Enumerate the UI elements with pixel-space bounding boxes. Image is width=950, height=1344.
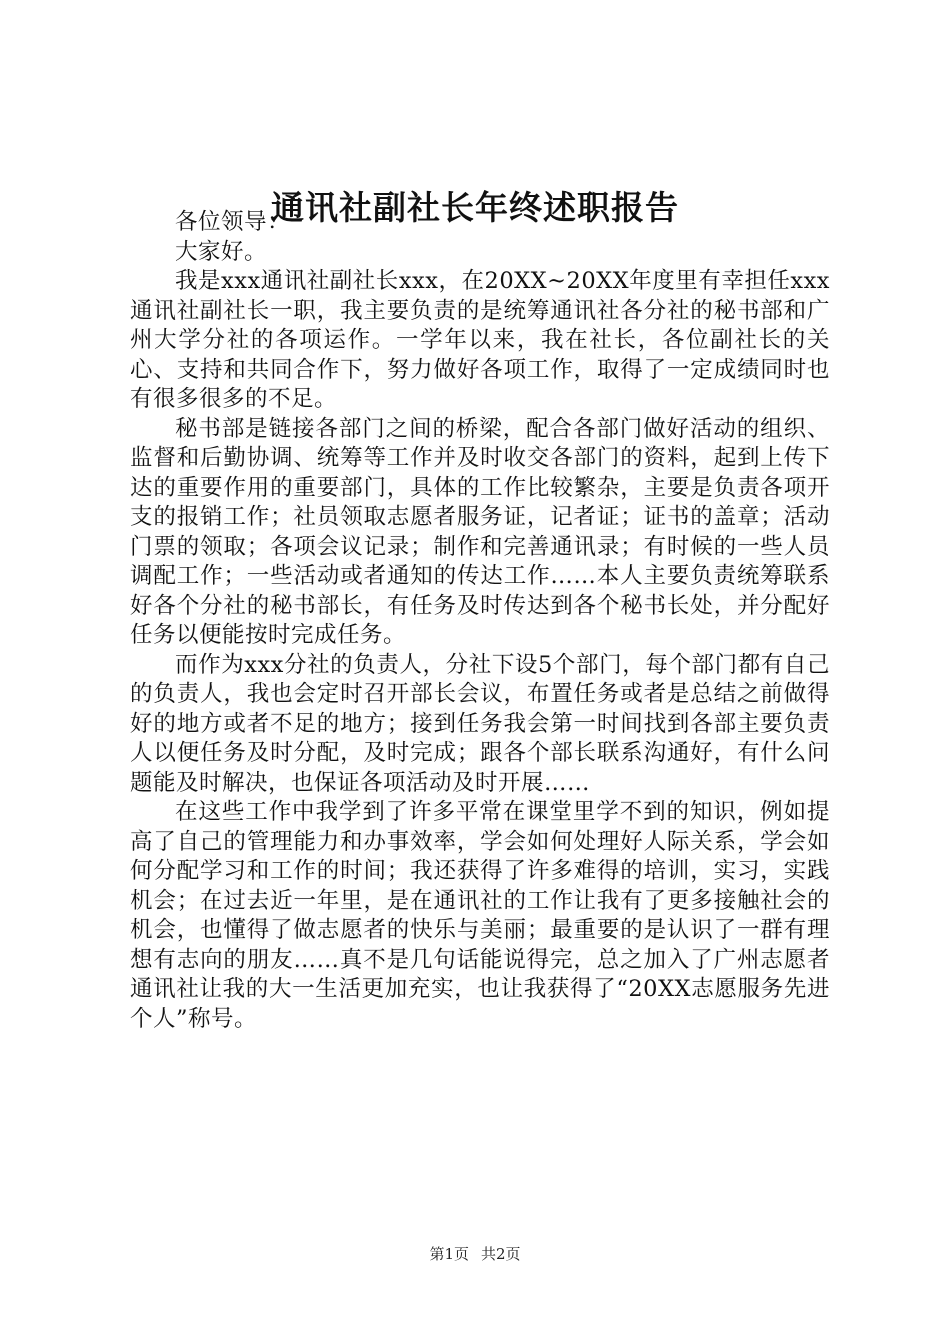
salutation: 各位领导： [175, 209, 291, 235]
paragraph-summary: 在这些工作中我学到了许多平常在课堂里学不到的知识，例如提高了自己的管理能力和办事效率，学会如何处理好人际关系，学会如何分配学习和工作的时间；我还获得了许多难得的培训，实习，实践机会；在过去近一年里，是在通讯社的工作让我有了更多接触社会的机会，也懂得了做志愿者的快乐与美丽；最重要的是认识了一群有理想有志向的朋友……真不是几句话能说得完，总之加入了广州志愿者通讯社让我的大一生活更加充实，也让我获得了“20XX志愿服务先进个人”称号。 [130, 799, 830, 1032]
document-body [130, 208, 830, 1034]
paragraph-intro: 我是xxx通讯社副社长xxx，在20XX~20XX年度里有幸担任xxx通讯社副社长一职，我主要负责的是统筹通讯社各分社的秘书部和广州大学分社的各项运作。一学年以来，我在社长，各位副社长的关心、支持和共同合作下，努力做好各项工作，取得了一定成绩同时也有很多很多的不足。 [130, 268, 830, 412]
page-total: 共2页 [481, 1245, 521, 1263]
page-footer [0, 1243, 950, 1265]
page-number: 第1页 [429, 1245, 469, 1263]
greeting: 大家好。 [175, 238, 268, 265]
paragraph-branch: 而作为xxx分社的负责人，分社下设5个部门，每个部门都有自己的负责人，我也会定时召开部长会议，布置任务或者是总结之前做得好的地方或者不足的地方；接到任务我会第一时间找到各部主要负责人以便任务及时分配，及时完成；跟各个部长联系沟通好，有什么问题能及时解决，也保证各项活动及时开展…… [130, 651, 830, 796]
paragraph-secretariat: 秘书部是链接各部门之间的桥梁，配合各部门做好活动的组织、监督和后勤协调、统筹等工作并及时收交各部门的资料，起到上传下达的重要作用的重要部门，具体的工作比较繁杂，主要是负责各项开支的报销工作；社员领取志愿者服务证，记者证；证书的盖章；活动门票的领取；各项会议记录；制作和完善通讯录；有时候的一些人员调配工作；一些活动或者通知的传达工作……本人主要负责统筹联系好各个分社的秘书部长，有任务及时传达到各个秘书长处，并分配好任务以便能按时完成任务。 [130, 415, 830, 648]
document-title: 通讯社副社长年终述职报告 [271, 188, 679, 227]
